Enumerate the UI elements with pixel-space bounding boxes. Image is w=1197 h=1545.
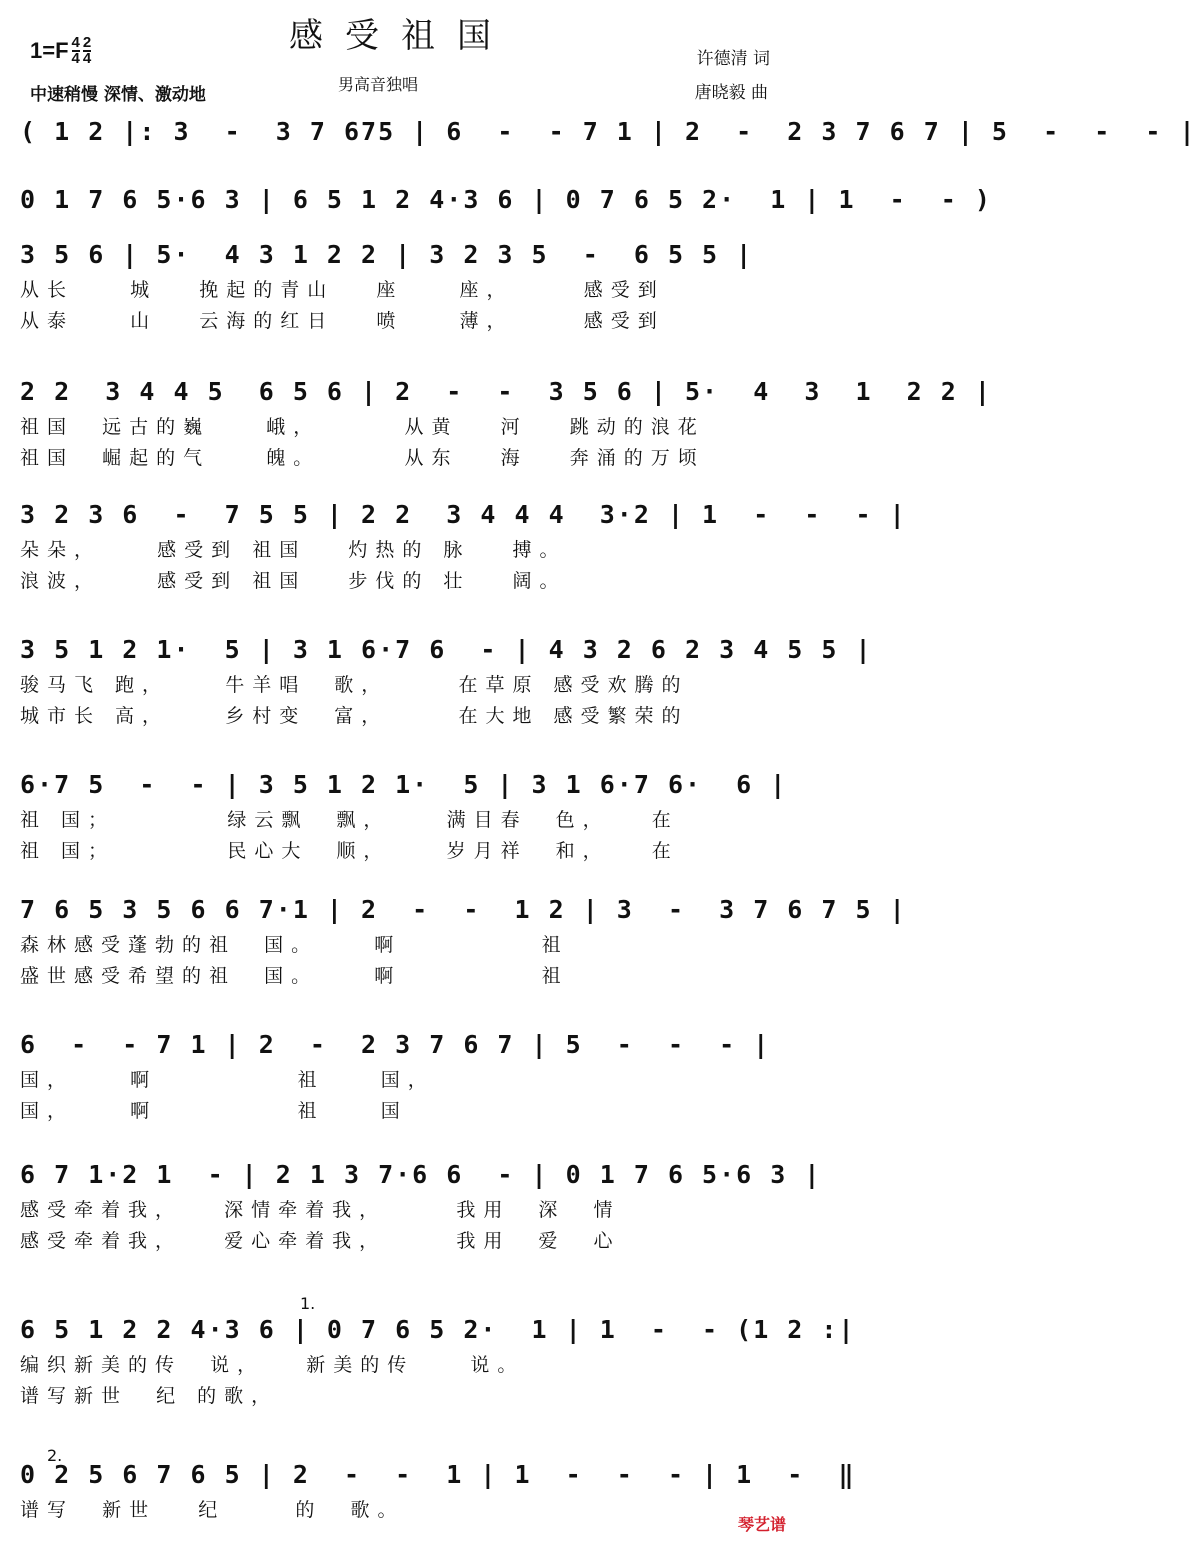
lyric-line: 浪波， 感受到 祖国 步伐的 壮 阔。: [20, 570, 567, 592]
lyric-line: 感受牵着我， 深情牵着我， 我用 深 情: [20, 1199, 621, 1221]
time-signature-2: $\frac{2}{4}$: [82, 34, 92, 67]
lyric-line: 国， 啊 祖 国: [20, 1100, 408, 1122]
lyric-line: 祖 国； 绿云飘 飘， 满目春 色， 在: [20, 809, 679, 831]
notation-line: 6 - - 7 1 | 2 - 2 3 7 6 7 | 5 - - - |: [20, 1030, 771, 1059]
lyric-line: 谱写 新世 纪 的 歌。: [20, 1499, 405, 1521]
system-6: [20, 630, 873, 732]
system-9: [20, 1025, 782, 1127]
system-2: [20, 180, 992, 220]
lyric-line: 盛世感受希望的祖 国。 啊 祖: [20, 965, 569, 987]
volta-1: 1.: [300, 1294, 316, 1313]
notation-line: 6 7 1·2 1 - | 2 1 3 7·6 6 - | 0 1 7 6 5·6 3 |: [20, 1160, 822, 1189]
voice-type: 男高音独唱: [338, 75, 419, 94]
system-4: [20, 372, 992, 474]
notation-line: ( 1 2 |: 3 - 3 7 675 | 6 - - 7 1 | 2 - 2 3 7 6 7 | 5 - - - |: [20, 117, 1197, 146]
notation-line: 7 6 5 3 5 6 6 7·1 | 2 - - 1 2 | 3 - 3 7 6 7 5 |: [20, 895, 907, 924]
lyric-line: 骏马飞 跑， 牛羊唱 歌， 在草原 感受欢腾的: [20, 674, 689, 696]
lyric-line: 从长 城 挽起的青山 座 座， 感受到: [20, 279, 665, 301]
notation-line: 3 5 6 | 5· 4 3 1 2 2 | 3 2 3 5 - 6 5 5 |: [20, 240, 754, 269]
lyric-line: 感受牵着我， 爱心牵着我， 我用 爱 心: [20, 1230, 621, 1252]
notation-line: 3 2 3 6 - 7 5 5 | 2 2 3 4 4 4 3·2 | 1 - - - |: [20, 500, 907, 529]
lyric-line: 城市长 高， 乡村变 富， 在大地 感受繁荣的: [20, 705, 689, 727]
lyric-line: 祖国 崛起的气 魄。 从东 海 奔涌的万顷: [20, 447, 705, 469]
notation-line: 6 5 1 2 2 4·3 6 | 0 7 6 5 2· 1 | 1 - - (1 2 :|: [20, 1315, 856, 1344]
lyric-line: 祖国 远古的巍 峨， 从黄 河 跳动的浪花: [20, 416, 705, 438]
lyric-line: 祖 国； 民心大 顺， 岁月祥 和， 在: [20, 840, 679, 862]
lyric-line: 谱写新世 纪 的歌，: [20, 1385, 279, 1407]
notation-line: 0 2 5 6 7 6 5 | 2 - - 1 | 1 - - - | 1 - ‖: [20, 1460, 856, 1489]
site-logo: 琴艺谱: [737, 1515, 786, 1534]
notation-line: 6·7 5 - - | 3 5 1 2 1· 5 | 3 1 6·7 6· 6 |: [20, 770, 788, 799]
lyric-line: 国， 啊 祖 国，: [20, 1069, 435, 1091]
system-3: [20, 235, 782, 337]
system-7: [20, 765, 788, 867]
lyric-line: 森林感受蓬勃的祖 国。 啊 祖: [20, 934, 569, 956]
lyric-line: 朵朵， 感受到 祖国 灼热的 脉 搏。: [20, 539, 567, 561]
time-signature-1: $\frac{4}{4}$: [71, 34, 80, 67]
song-title: 感受祖国: [289, 16, 513, 56]
key-signature: [30, 36, 91, 66]
lyric-line: 编织新美的传 说， 新美的传 说。: [20, 1354, 525, 1376]
tempo-marking: 中速稍慢 深情、激动地: [30, 85, 206, 105]
system-5: [20, 495, 907, 597]
lyric-line: 从泰 山 云海的红日 喷 薄， 感受到: [20, 310, 665, 332]
notation-line: 2 2 3 4 4 5 6 5 6 | 2 - - 3 5 6 | 5· 4 3 1 2 2 |: [20, 377, 992, 406]
volta-2: 2.: [47, 1446, 63, 1465]
key-label: 1=F: [30, 38, 69, 63]
system-8: [20, 890, 907, 992]
system-11: [20, 1310, 856, 1412]
composer: 唐晓毅 曲: [694, 83, 768, 103]
system-1: [20, 112, 1197, 152]
system-12: [20, 1455, 856, 1526]
notation-line: 3 5 1 2 1· 5 | 3 1 6·7 6 - | 4 3 2 6 2 3 4 5 5 |: [20, 635, 873, 664]
notation-line: 0 1 7 6 5·6 3 | 6 5 1 2 4·3 6 | 0 7 6 5 2· 1 | 1 - - ): [20, 185, 992, 214]
lyricist: 许德清 词: [696, 49, 770, 69]
system-10: [20, 1155, 822, 1257]
